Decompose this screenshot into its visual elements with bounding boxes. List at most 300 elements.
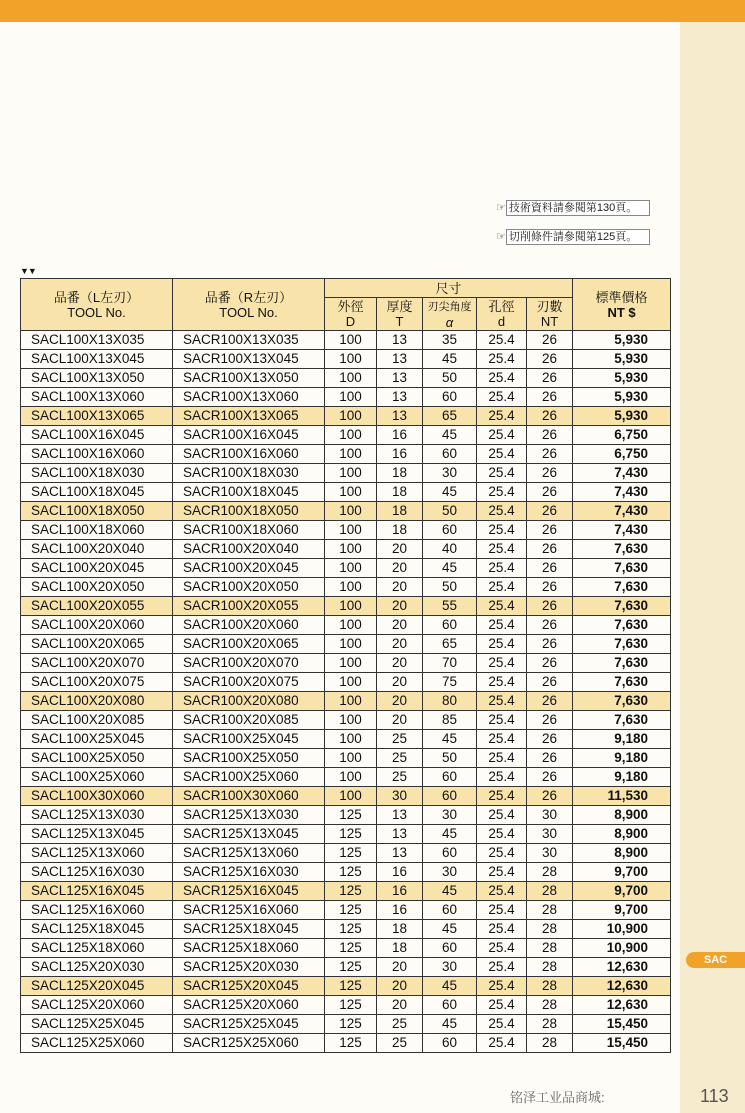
table-row [21,901,671,920]
cell-tip-angle: 50 [423,749,477,768]
cell-l-model: SACL125X16X045 [21,882,173,901]
cell-thickness: 13 [377,825,423,844]
cell-thickness: 16 [377,901,423,920]
cell-outer-diameter: 125 [325,825,377,844]
cell-price: 15,450 [573,1034,671,1053]
cell-thickness: 20 [377,692,423,711]
cell-tip-angle: 30 [423,863,477,882]
cell-tip-angle: 45 [423,1015,477,1034]
cell-teeth-count: 28 [527,977,573,996]
cell-outer-diameter: 100 [325,692,377,711]
cell-r-model: SACR100X25X045 [173,730,325,749]
cell-r-model: SACR125X20X045 [173,977,325,996]
top-color-band [0,0,745,22]
cell-thickness: 20 [377,540,423,559]
cell-teeth-count: 26 [527,407,573,426]
cell-hole-diameter: 25.4 [477,426,527,445]
table-row [21,768,671,787]
cell-thickness: 18 [377,483,423,502]
cell-r-model: SACR125X18X060 [173,939,325,958]
cell-r-model: SACR100X20X075 [173,673,325,692]
cell-teeth-count: 26 [527,350,573,369]
cell-outer-diameter: 100 [325,711,377,730]
cell-price: 10,900 [573,920,671,939]
cell-hole-diameter: 25.4 [477,407,527,426]
cell-thickness: 18 [377,521,423,540]
cell-l-model: SACL125X20X045 [21,977,173,996]
cell-teeth-count: 28 [527,1015,573,1034]
cell-outer-diameter: 100 [325,407,377,426]
cell-price: 6,750 [573,426,671,445]
cell-tip-angle: 75 [423,673,477,692]
table-row [21,711,671,730]
cell-outer-diameter: 100 [325,730,377,749]
cell-hole-diameter: 25.4 [477,882,527,901]
cell-teeth-count: 28 [527,996,573,1015]
cell-outer-diameter: 125 [325,996,377,1015]
cell-thickness: 13 [377,331,423,350]
cell-l-model: SACL125X20X030 [21,958,173,977]
cell-tip-angle: 30 [423,464,477,483]
cell-hole-diameter: 25.4 [477,730,527,749]
cell-r-model: SACR100X20X040 [173,540,325,559]
cell-outer-diameter: 100 [325,388,377,407]
cell-l-model: SACL100X25X050 [21,749,173,768]
cell-hole-diameter: 25.4 [477,350,527,369]
cell-l-model: SACL100X20X050 [21,578,173,597]
cell-teeth-count: 26 [527,692,573,711]
cell-r-model: SACR100X18X045 [173,483,325,502]
cell-r-model: SACR125X13X045 [173,825,325,844]
cell-price: 9,180 [573,730,671,749]
cell-teeth-count: 26 [527,635,573,654]
table-row [21,426,671,445]
table-row [21,654,671,673]
cell-outer-diameter: 100 [325,787,377,806]
cell-outer-diameter: 125 [325,863,377,882]
cell-teeth-count: 28 [527,1034,573,1053]
cell-teeth-count: 26 [527,502,573,521]
table-row [21,863,671,882]
cell-hole-diameter: 25.4 [477,635,527,654]
table-row [21,882,671,901]
cell-hole-diameter: 25.4 [477,673,527,692]
cell-price: 8,900 [573,844,671,863]
cell-hole-diameter: 25.4 [477,540,527,559]
cell-outer-diameter: 100 [325,654,377,673]
cell-tip-angle: 65 [423,635,477,654]
cell-price: 7,630 [573,597,671,616]
cell-r-model: SACR100X16X060 [173,445,325,464]
cutting-reference-note: ☞ 切削條件請參閱第125頁。 [496,228,650,244]
cell-price: 7,630 [573,711,671,730]
cell-outer-diameter: 100 [325,540,377,559]
cell-price: 9,180 [573,768,671,787]
cell-r-model: SACR100X20X085 [173,711,325,730]
cell-tip-angle: 60 [423,787,477,806]
cell-tip-angle: 60 [423,388,477,407]
cell-teeth-count: 26 [527,445,573,464]
cell-hole-diameter: 25.4 [477,825,527,844]
cell-r-model: SACR125X13X030 [173,806,325,825]
cell-r-model: SACR100X20X045 [173,559,325,578]
col-header-tip-angle: 刃尖角度 α [423,298,477,331]
cell-hole-diameter: 25.4 [477,749,527,768]
table-row [21,996,671,1015]
cell-l-model: SACL100X25X060 [21,768,173,787]
col-header-teeth-count: 刃數 NT [527,298,573,331]
table-row [21,521,671,540]
cell-r-model: SACR100X20X065 [173,635,325,654]
cell-hole-diameter: 25.4 [477,521,527,540]
cell-tip-angle: 60 [423,616,477,635]
cell-tip-angle: 35 [423,331,477,350]
cell-thickness: 20 [377,616,423,635]
cell-r-model: SACR125X20X060 [173,996,325,1015]
cell-teeth-count: 26 [527,730,573,749]
cell-l-model: SACL125X20X060 [21,996,173,1015]
cell-price: 7,430 [573,464,671,483]
table-row [21,749,671,768]
cell-l-model: SACL100X25X045 [21,730,173,749]
cell-l-model: SACL100X30X060 [21,787,173,806]
table-row [21,407,671,426]
cell-price: 7,630 [573,540,671,559]
cell-r-model: SACR100X25X060 [173,768,325,787]
cell-l-model: SACL125X25X060 [21,1034,173,1053]
cell-price: 7,630 [573,578,671,597]
cell-tip-angle: 45 [423,350,477,369]
cell-teeth-count: 26 [527,559,573,578]
cell-l-model: SACL125X18X045 [21,920,173,939]
cell-l-model: SACL100X13X045 [21,350,173,369]
cell-teeth-count: 28 [527,901,573,920]
cell-hole-diameter: 25.4 [477,616,527,635]
cell-thickness: 13 [377,369,423,388]
cell-teeth-count: 28 [527,882,573,901]
cell-tip-angle: 70 [423,654,477,673]
cell-r-model: SACR100X13X065 [173,407,325,426]
cell-price: 7,630 [573,559,671,578]
cell-tip-angle: 45 [423,426,477,445]
cell-tip-angle: 60 [423,1034,477,1053]
footer-store-text: 铭泽工业品商城: [510,1090,605,1105]
section-tab-sac: SAC [686,952,745,968]
table-row [21,1034,671,1053]
table-row [21,806,671,825]
cell-price: 12,630 [573,958,671,977]
cell-l-model: SACL100X20X070 [21,654,173,673]
cell-tip-angle: 45 [423,730,477,749]
cell-hole-diameter: 25.4 [477,597,527,616]
page-number: 113 [700,1086,729,1106]
cell-teeth-count: 26 [527,483,573,502]
cell-teeth-count: 28 [527,920,573,939]
cell-price: 9,180 [573,749,671,768]
side-index-band [680,22,745,1113]
cell-r-model: SACR125X20X030 [173,958,325,977]
cell-r-model: SACR100X30X060 [173,787,325,806]
cell-l-model: SACL100X20X040 [21,540,173,559]
cutting-reference-text: 切削條件請參閱第125頁。 [506,229,650,245]
cell-l-model: SACL100X13X050 [21,369,173,388]
cell-price: 7,630 [573,673,671,692]
cell-tip-angle: 30 [423,958,477,977]
cell-tip-angle: 50 [423,502,477,521]
cell-outer-diameter: 100 [325,350,377,369]
cell-hole-diameter: 25.4 [477,1015,527,1034]
cell-thickness: 20 [377,559,423,578]
cell-outer-diameter: 100 [325,578,377,597]
cell-tip-angle: 45 [423,825,477,844]
cell-r-model: SACR100X18X060 [173,521,325,540]
cell-outer-diameter: 100 [325,616,377,635]
cell-teeth-count: 30 [527,844,573,863]
cell-hole-diameter: 25.4 [477,958,527,977]
cell-tip-angle: 45 [423,920,477,939]
cell-r-model: SACR100X18X030 [173,464,325,483]
cell-thickness: 25 [377,1015,423,1034]
cell-r-model: SACR100X18X050 [173,502,325,521]
cell-thickness: 18 [377,920,423,939]
cell-price: 9,700 [573,863,671,882]
cell-hole-diameter: 25.4 [477,654,527,673]
cell-thickness: 18 [377,502,423,521]
cell-thickness: 16 [377,863,423,882]
cell-l-model: SACL100X16X060 [21,445,173,464]
cell-thickness: 20 [377,673,423,692]
cell-tip-angle: 60 [423,844,477,863]
cell-hole-diameter: 25.4 [477,559,527,578]
table-row [21,844,671,863]
cell-teeth-count: 26 [527,369,573,388]
cell-hole-diameter: 25.4 [477,787,527,806]
table-row [21,559,671,578]
cell-hole-diameter: 25.4 [477,939,527,958]
cell-price: 5,930 [573,369,671,388]
table-row [21,958,671,977]
cell-outer-diameter: 100 [325,673,377,692]
cell-hole-diameter: 25.4 [477,806,527,825]
cell-l-model: SACL100X20X065 [21,635,173,654]
cell-price: 11,530 [573,787,671,806]
cell-price: 7,430 [573,502,671,521]
cell-hole-diameter: 25.4 [477,920,527,939]
cell-teeth-count: 26 [527,540,573,559]
cell-tip-angle: 60 [423,521,477,540]
cell-thickness: 13 [377,806,423,825]
cell-outer-diameter: 125 [325,806,377,825]
cell-outer-diameter: 100 [325,559,377,578]
cell-r-model: SACR100X20X060 [173,616,325,635]
col-header-dimensions: 尺寸 [325,279,573,298]
cell-price: 5,930 [573,407,671,426]
table-row [21,692,671,711]
cell-tip-angle: 45 [423,483,477,502]
cell-hole-diameter: 25.4 [477,331,527,350]
cell-l-model: SACL100X18X060 [21,521,173,540]
cell-hole-diameter: 25.4 [477,711,527,730]
cell-tip-angle: 80 [423,692,477,711]
cell-hole-diameter: 25.4 [477,977,527,996]
cell-teeth-count: 28 [527,939,573,958]
cell-r-model: SACR125X18X045 [173,920,325,939]
cell-hole-diameter: 25.4 [477,502,527,521]
cell-l-model: SACL125X13X045 [21,825,173,844]
cell-teeth-count: 26 [527,464,573,483]
cell-thickness: 25 [377,749,423,768]
cell-price: 7,430 [573,521,671,540]
cell-outer-diameter: 100 [325,369,377,388]
cell-outer-diameter: 125 [325,901,377,920]
cell-r-model: SACR125X16X045 [173,882,325,901]
cell-l-model: SACL100X13X065 [21,407,173,426]
cell-l-model: SACL100X18X030 [21,464,173,483]
cell-price: 7,630 [573,654,671,673]
cell-outer-diameter: 100 [325,597,377,616]
cell-r-model: SACR125X16X030 [173,863,325,882]
cell-teeth-count: 26 [527,711,573,730]
cell-price: 7,630 [573,635,671,654]
cell-l-model: SACL100X16X045 [21,426,173,445]
cell-thickness: 13 [377,350,423,369]
cell-price: 8,900 [573,825,671,844]
cell-r-model: SACR100X13X060 [173,388,325,407]
cell-price: 9,700 [573,901,671,920]
table-row [21,787,671,806]
cell-l-model: SACL100X20X045 [21,559,173,578]
cell-price: 10,900 [573,939,671,958]
cell-teeth-count: 26 [527,597,573,616]
col-header-hole-diameter: 孔徑 d [477,298,527,331]
col-header-price: 標準價格 NT $ [573,279,671,331]
cell-l-model: SACL100X18X050 [21,502,173,521]
cell-thickness: 18 [377,464,423,483]
cell-hole-diameter: 25.4 [477,863,527,882]
cell-thickness: 13 [377,844,423,863]
cell-tip-angle: 85 [423,711,477,730]
table-row [21,331,671,350]
cell-outer-diameter: 100 [325,426,377,445]
cell-thickness: 20 [377,958,423,977]
cell-tip-angle: 30 [423,806,477,825]
cell-r-model: SACR100X13X050 [173,369,325,388]
cell-price: 12,630 [573,977,671,996]
table-row [21,825,671,844]
cell-hole-diameter: 25.4 [477,996,527,1015]
cell-teeth-count: 26 [527,331,573,350]
col-header-l-model: 品番（L左刃） TOOL No. [21,279,173,331]
tech-reference-text: 技術資料請參閱第130頁。 [506,200,650,216]
table-row [21,920,671,939]
cell-l-model: SACL100X20X055 [21,597,173,616]
cell-teeth-count: 26 [527,749,573,768]
table-header-row [21,279,671,298]
table-row [21,616,671,635]
cell-outer-diameter: 125 [325,920,377,939]
price-table [20,278,671,1053]
cell-l-model: SACL125X13X060 [21,844,173,863]
cell-tip-angle: 45 [423,882,477,901]
cell-tip-angle: 60 [423,768,477,787]
cell-tip-angle: 65 [423,407,477,426]
cell-thickness: 20 [377,711,423,730]
cell-price: 15,450 [573,1015,671,1034]
triangle-markers-icon: ▼▼ [20,266,36,276]
cell-price: 6,750 [573,445,671,464]
cell-thickness: 20 [377,635,423,654]
table-row [21,502,671,521]
cell-tip-angle: 60 [423,939,477,958]
cell-hole-diameter: 25.4 [477,388,527,407]
cell-l-model: SACL100X13X060 [21,388,173,407]
tech-reference-note: ☞ 技術資料請參閱第130頁。 [496,199,650,215]
cell-teeth-count: 26 [527,388,573,407]
table-row [21,388,671,407]
cell-r-model: SACR125X25X060 [173,1034,325,1053]
cell-thickness: 25 [377,730,423,749]
cell-outer-diameter: 125 [325,1015,377,1034]
cell-price: 7,430 [573,483,671,502]
cell-hole-diameter: 25.4 [477,483,527,502]
cell-outer-diameter: 125 [325,958,377,977]
cell-tip-angle: 45 [423,977,477,996]
cell-hole-diameter: 25.4 [477,578,527,597]
cell-r-model: SACR125X25X045 [173,1015,325,1034]
cell-thickness: 16 [377,882,423,901]
cell-r-model: SACR125X13X060 [173,844,325,863]
cell-l-model: SACL125X16X030 [21,863,173,882]
cell-r-model: SACR100X16X045 [173,426,325,445]
cell-thickness: 20 [377,578,423,597]
cell-outer-diameter: 125 [325,1034,377,1053]
cell-thickness: 13 [377,388,423,407]
cell-outer-diameter: 100 [325,483,377,502]
cell-outer-diameter: 100 [325,331,377,350]
table-row [21,540,671,559]
cell-r-model: SACR125X16X060 [173,901,325,920]
cell-outer-diameter: 125 [325,977,377,996]
cell-tip-angle: 55 [423,597,477,616]
cell-hole-diameter: 25.4 [477,1034,527,1053]
cell-hole-diameter: 25.4 [477,369,527,388]
cell-teeth-count: 26 [527,521,573,540]
cell-teeth-count: 28 [527,863,573,882]
table-row [21,977,671,996]
cell-teeth-count: 30 [527,806,573,825]
table-row [21,350,671,369]
cell-thickness: 20 [377,977,423,996]
cell-hole-diameter: 25.4 [477,844,527,863]
cell-outer-diameter: 100 [325,635,377,654]
cell-price: 9,700 [573,882,671,901]
cell-price: 8,900 [573,806,671,825]
cell-outer-diameter: 100 [325,464,377,483]
cell-price: 5,930 [573,331,671,350]
cell-l-model: SACL100X20X085 [21,711,173,730]
cell-thickness: 16 [377,445,423,464]
cell-l-model: SACL100X20X080 [21,692,173,711]
cell-price: 7,630 [573,692,671,711]
cell-teeth-count: 26 [527,578,573,597]
cell-outer-diameter: 100 [325,749,377,768]
cell-outer-diameter: 100 [325,502,377,521]
table-row [21,464,671,483]
cell-hole-diameter: 25.4 [477,901,527,920]
cell-thickness: 20 [377,654,423,673]
cell-tip-angle: 60 [423,445,477,464]
cell-teeth-count: 26 [527,768,573,787]
